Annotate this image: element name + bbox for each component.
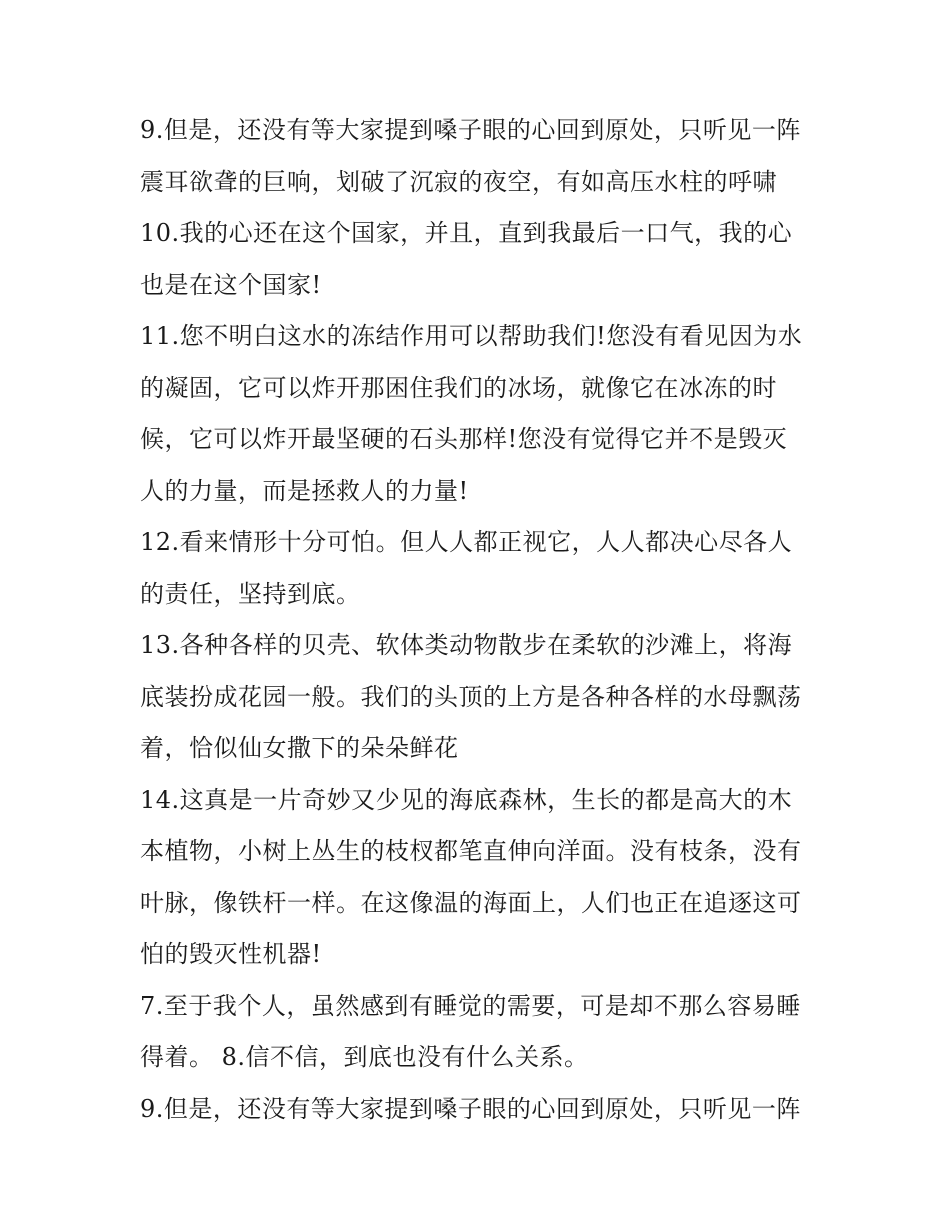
text-line: 11.您不明白这水的冻结作用可以帮助我们!您没有看见因为水 xyxy=(140,322,803,350)
text-line: 也是在这个国家! xyxy=(140,270,322,299)
text-line: 人的力量，而是拯救人的力量! xyxy=(140,476,469,505)
text-line: 底装扮成花园一般。我们的头顶的上方是各种各样的水母飘荡 xyxy=(140,682,802,711)
text-line: 着，恰似仙女撒下的朵朵鲜花 xyxy=(140,734,459,762)
text-line: 13.各种各样的贝壳、软体类动物散步在柔软的沙滩上，将海 xyxy=(140,631,793,659)
text-line: 得着。 8.信不信，到底也没有什么关系。 xyxy=(140,1043,589,1071)
text-line: 震耳欲聋的巨响，划破了沉寂的夜空，有如高压水柱的呼啸 xyxy=(140,167,777,196)
text-line: 候，它可以炸开最坚硬的石头那样!您没有觉得它并不是毁灭 xyxy=(140,425,788,453)
text-line: 的凝固，它可以炸开那困住我们的冰场，就像它在冰冻的时 xyxy=(140,373,777,402)
text-line: 本植物，小树上丛生的枝杈都笔直伸向洋面。没有枝条，没有 xyxy=(140,837,802,865)
text-line: 7.至于我个人，虽然感到有睡觉的需要，可是却不那么容易睡 xyxy=(140,991,801,1020)
text-line: 叶脉，像铁杆一样。在这像温的海面上，人们也正在追逐这可 xyxy=(140,888,802,917)
document-body xyxy=(140,105,820,1135)
text-line: 10.我的心还在这个国家，并且，直到我最后一口气，我的心 xyxy=(140,219,793,247)
text-line: 怕的毁灭性机器! xyxy=(140,940,322,968)
text-line: 9.但是，还没有等大家提到嗓子眼的心回到原处，只听见一阵 xyxy=(140,1094,801,1123)
text-line: 的责任，坚持到底。 xyxy=(140,579,361,608)
text-line: 14.这真是一片奇妙又少见的海底森林，生长的都是高大的木 xyxy=(140,785,793,814)
text-line: 9.但是，还没有等大家提到嗓子眼的心回到原处，只听见一阵 xyxy=(140,116,801,144)
text-line: 12.看来情形十分可怕。但人人都正视它，人人都决心尽各人 xyxy=(140,528,793,556)
